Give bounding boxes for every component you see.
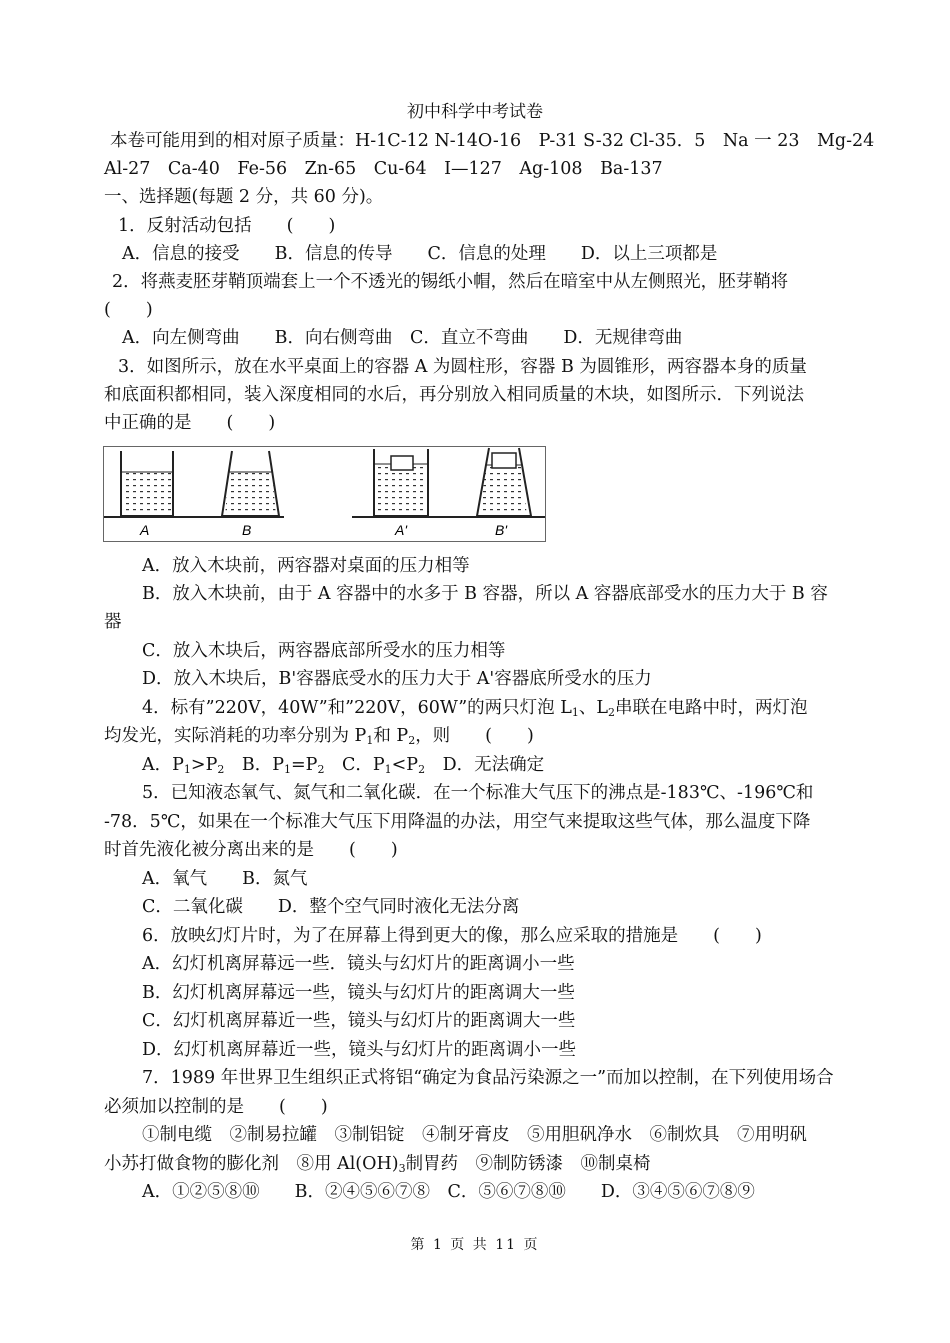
question-6-option-b: B．幻灯机离屏幕远一些，镜头与幻灯片的距离调大一些	[142, 983, 575, 1003]
q4-opt-d: D．无法确定	[425, 755, 545, 775]
q7-items-sub: 3	[398, 1162, 406, 1175]
q4-opt-b-rel: =P	[291, 755, 318, 775]
question-6-option-d: D．幻灯机离屏幕近一些，镜头与幻灯片的距离调小一些	[142, 1040, 577, 1060]
question-3-option-c: C．放入木块后，两容器底部所受水的压力相等	[142, 641, 506, 661]
q4-opt-a: A．P	[142, 755, 184, 775]
q4-opt-a-rel: >P	[190, 755, 218, 775]
label-a-prime: A'	[395, 522, 408, 538]
q4-sub-3: 1	[366, 734, 374, 747]
q4-text-e: 和 P	[373, 726, 409, 746]
q4-opt-a-sub2: 2	[217, 763, 225, 776]
label-a: A	[140, 522, 150, 538]
container-figure	[103, 446, 546, 542]
q7-items-text-b: 制胃药 ⑨制防锈漆 ⑩制桌椅	[405, 1154, 651, 1174]
q4-sub-1: 1	[571, 706, 579, 719]
q4-opt-a-sub1: 1	[183, 763, 191, 776]
question-7-stem: 7．1989 年世界卫生组织正式将铝“确定为食品污染源之一”而加以控制，在下列使用场合	[142, 1068, 834, 1088]
question-6-option-c: C．幻灯机离屏幕近一些，镜头与幻灯片的距离调大一些	[142, 1011, 576, 1031]
q4-text-a: 4．标有”220V，40W”和”220V，60W”的两只灯泡 L	[142, 698, 572, 718]
question-3-option-b-cont: 器	[104, 612, 122, 632]
q4-text-f: ，则 ( )	[415, 726, 534, 746]
wood-block-a	[391, 456, 413, 470]
label-b: B	[242, 522, 252, 538]
q7-items-text-a: 小苏打做食物的膨化剂 ⑧用 Al(OH)	[104, 1154, 399, 1174]
q4-text-b: 、L	[578, 698, 608, 718]
question-3-option-d: D．放入木块后，B'容器底受水的压力大于 A'容器底所受水的压力	[142, 669, 652, 689]
q4-opt-c-sub1: 1	[384, 763, 392, 776]
question-6-stem: 6．放映幻灯片时，为了在屏幕上得到更大的像，那么应采取的措施是 ( )	[142, 926, 762, 946]
atomic-mass-note-cont: Al-27 Ca-40 Fe-56 Zn-65 Cu-64 I—127 Ag-108 Ba-137	[104, 159, 663, 179]
question-4-options	[142, 753, 874, 777]
question-5-stem: 5．已知液态氧气、氮气和二氧化碳．在一个标准大气压下的沸点是-183℃、-196℃和	[142, 783, 814, 803]
question-7-items-cont	[104, 1152, 874, 1176]
container-a	[121, 451, 173, 516]
q4-opt-c: C．P	[324, 755, 385, 775]
q4-text-c: 串联在电路中时，两灯泡	[614, 698, 808, 718]
q4-sub-2: 2	[607, 706, 615, 719]
question-1-options: A．信息的接受 B．信息的传导 C．信息的处理 D．以上三项都是	[122, 244, 718, 264]
q4-opt-b-sub2: 2	[317, 763, 325, 776]
question-5-options-ab: A．氧气 B．氮气	[142, 869, 308, 889]
q4-text-d: 均发光，实际消耗的功率分别为 P	[104, 726, 367, 746]
page-footer: 第 1 页 共 11 页	[410, 1237, 540, 1253]
atomic-mass-note: 本卷可能用到的相对原子质量：H-1C-12 N-14O-16 P-31 S-32 Cl-35．5 Na 一 23 Mg-24	[110, 131, 875, 151]
q4-opt-b-sub1: 1	[284, 763, 292, 776]
q4-sub-4: 2	[408, 734, 416, 747]
question-7-options: A．①②⑤⑧⑩ B．②④⑤⑥⑦⑧ C．⑤⑥⑦⑧⑩ D．③④⑤⑥⑦⑧⑨	[142, 1182, 755, 1202]
question-7-items: ①制电缆 ②制易拉罐 ③制铝锭 ④制牙膏皮 ⑤用胆矾净水 ⑥制炊具 ⑦用明矾	[142, 1125, 807, 1145]
question-6-option-a: A．幻灯机离屏幕远一些．镜头与幻灯片的距离调小一些	[142, 954, 575, 974]
question-3-stem-cont2: 中正确的是 ( )	[104, 413, 276, 433]
q4-opt-b: B．P	[224, 755, 285, 775]
question-2-stem-cont: ( )	[104, 300, 153, 320]
page-title: 初中科学中考试卷	[407, 102, 543, 122]
question-4-stem	[142, 696, 874, 720]
label-b-prime: B'	[495, 522, 508, 538]
question-5-stem-cont2: 时首先液化被分离出来的是 ( )	[104, 840, 398, 860]
question-3-option-b: B．放入木块前，由于 A 容器中的水多于 B 容器，所以 A 容器底部受水的压力大于 B 容	[142, 584, 828, 604]
question-1-stem: 1．反射活动包括 ( )	[118, 216, 336, 236]
q4-opt-c-rel: <P	[391, 755, 419, 775]
question-3-stem-cont: 和底面积都相同，装入深度相同的水后，再分别放入相同质量的木块，如图所示．下列说法	[104, 385, 804, 405]
question-5-options-cd: C．二氧化碳 D．整个空气同时液化无法分离	[142, 897, 520, 917]
container-b-prime	[477, 448, 531, 516]
section-heading: 一、选择题(每题 2 分，共 60 分)。	[104, 187, 384, 207]
wood-block-b	[492, 453, 516, 468]
question-5-stem-cont: -78．5℃，如果在一个标准大气压下用降温的办法，用空气来提取这些气体，那么温度下降	[104, 812, 811, 832]
container-a-prime	[374, 449, 428, 516]
question-3-option-a: A．放入木块前，两容器对桌面的压力相等	[142, 556, 470, 576]
container-diagram	[104, 447, 545, 541]
question-4-stem-cont	[104, 724, 874, 748]
q4-opt-c-sub2: 2	[418, 763, 426, 776]
question-3-stem: 3．如图所示，放在水平桌面上的容器 A 为圆柱形，容器 B 为圆锥形，两容器本身的质量	[118, 357, 807, 377]
question-7-stem-cont: 必须加以控制的是 ( )	[104, 1097, 328, 1117]
question-2-stem: 2．将燕麦胚芽鞘顶端套上一个不透光的锡纸小帽，然后在暗室中从左侧照光，胚芽鞘将	[112, 272, 789, 292]
question-2-options: A．向左侧弯曲 B．向右侧弯曲 C．直立不弯曲 D．无规律弯曲	[122, 328, 683, 348]
container-b	[222, 451, 279, 516]
